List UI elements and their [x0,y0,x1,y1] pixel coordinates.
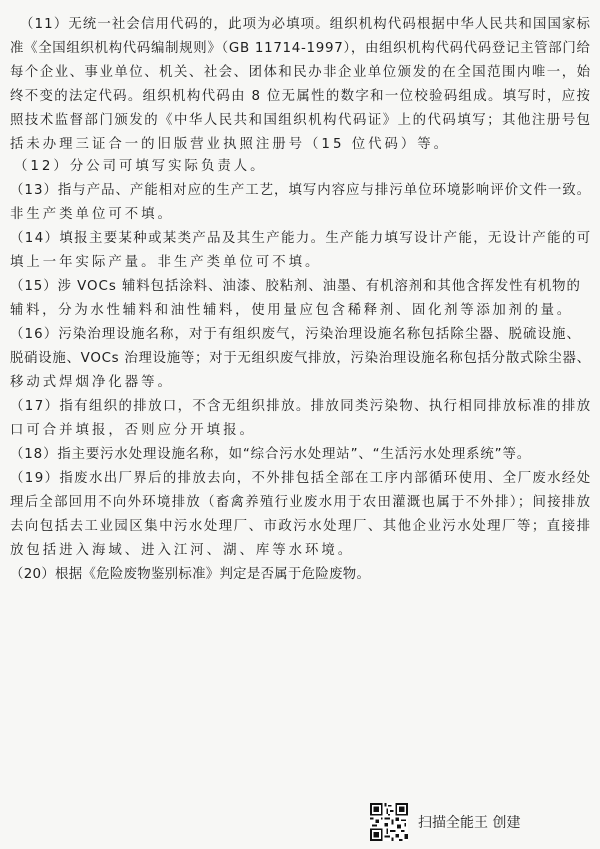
note-11-line-3: 每个企业、事业单位、机关、社会、团体和民办非企业单位颁发的在全国范围内唯一，始 [10,65,592,80]
note-11-line-1: （11）无统一社会信用代码的，此项为必填项。组织机构代码根据中华人民共和国国家标 [20,17,592,32]
note-17-line-2: 口可合并填报，否则应分开填报。 [10,423,256,438]
note-12-line-1: （12）分公司可填写实际负责人。 [14,159,267,174]
note-16-line-1: （16）污染治理设施名称，对于有组织废气，污染治理设施名称包括除尘器、脱硫设施、 [10,327,582,342]
note-11-line-4: 终不变的法定代码。组织机构代码由 8 位无属性的数字和一位校验码组成。填写时，应按 [10,89,592,104]
note-13-line-2: 非生产类单位可不填。 [10,207,174,222]
note-18-line-1: （18）指主要污水处理设施名称，如“综合污水处理站”、“生活污水处理系统”等。 [10,447,531,462]
note-16-line-3: 移动式焊烟净化器等。 [10,375,174,390]
note-14-line-1: （14）填报主要某种或某类产品及其生产能力。生产能力填写设计产能，无设计产能的可 [10,231,592,246]
note-19-line-4: 放包括进入海域、进入江河、湖、库等水环境。 [10,543,355,558]
note-20-line-1: （20）根据《危险废物鉴别标准》判定是否属于危险废物。 [10,567,371,582]
note-15-line-1: （15）涉 VOCs 辅料包括涂料、油漆、胶粘剂、油墨、有机溶剂和其他含挥发性有机物的 [10,279,581,294]
scanner-brand-text: 扫描全能王 创建 [418,815,521,831]
note-13-line-1: （13）指与产品、产能相对应的生产工艺，填写内容应与排污单位环境影响评价文件一致。 [10,183,592,198]
note-11-line-6: 括未办理三证合一的旧版营业执照注册号（15 位代码）等。 [10,137,451,152]
note-16-line-2: 脱硝设施、VOCs 治理设施等；对于无组织废气排放，污染治理设施名称包括分散式除尘器、 [10,351,591,366]
qr-code-icon [370,803,408,841]
note-19-line-3: 去向包括去工业园区集中污水处理厂、市政污水处理厂、其他企业污水处理厂等；直接排 [10,519,592,534]
note-17-line-1: （17）指有组织的排放口，不含无组织排放。排放同类污染物、执行相同排放标准的排放 [10,399,592,414]
note-15-line-2: 辅料，分为水性辅料和油性辅料，使用量应包含稀释剂、固化剂等添加剂的量。 [10,303,573,318]
scanner-watermark [370,795,585,843]
note-14-line-2: 填上一年实际产量。非生产类单位可不填。 [10,255,322,270]
note-11-line-2: 准《全国组织机构代码编制规则》（GB 11714-1997），由组织机构代码代码登记主管部门给 [10,41,591,56]
note-19-line-1: （19）指废水出厂界后的排放去向，不外排包括全部在工序内部循环使用、全厂废水经处 [10,471,592,486]
note-19-line-2: 理后全部回用不向外环境排放（畜禽养殖行业废水用于农田灌溉也属于不外排）；间接排放 [10,495,592,510]
note-11-line-5: 照技术监督部门颁发的《中华人民共和国组织机构代码证》上的代码填写；其他注册号包 [10,113,592,128]
